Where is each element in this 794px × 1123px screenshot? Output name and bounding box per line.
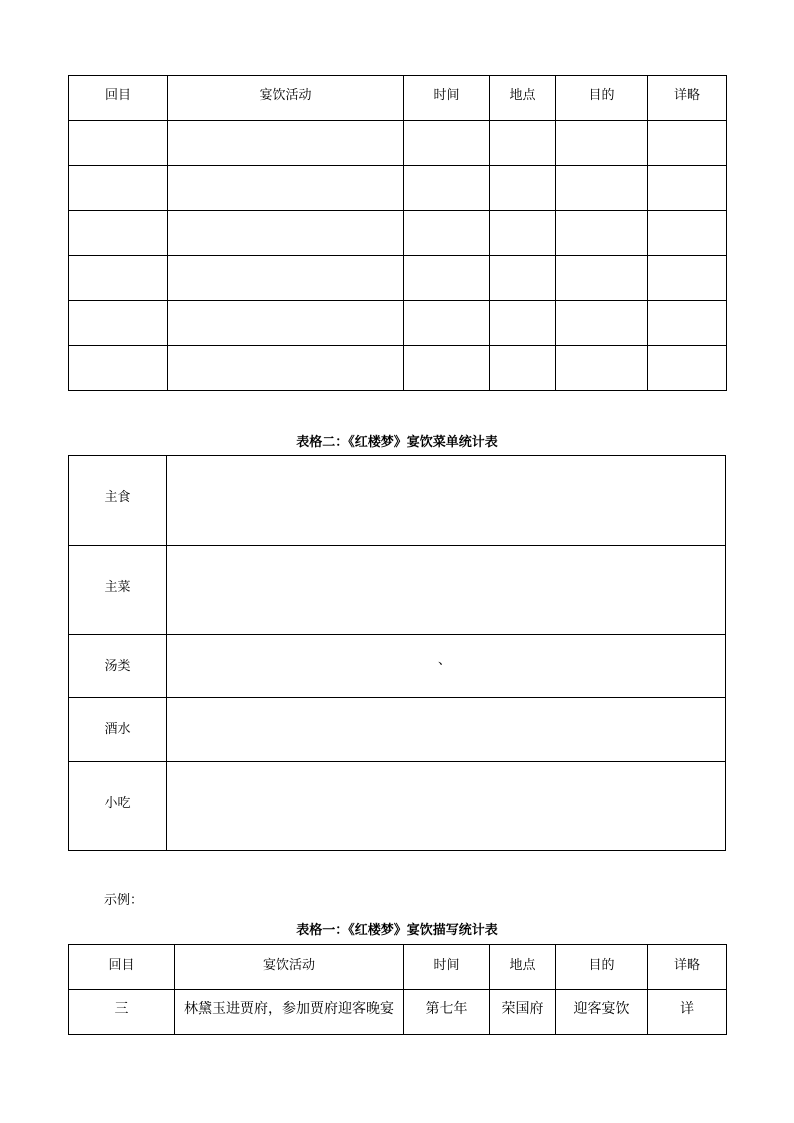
table-cell[interactable] [648,346,727,391]
header-chapter: 回目 [69,945,175,990]
menu-row-soup [69,635,726,698]
table-cell[interactable] [490,256,556,301]
table-header-row [69,945,727,990]
table-cell[interactable] [648,121,727,166]
label-snacks: 小吃 [69,762,167,851]
table-cell[interactable] [168,121,404,166]
table-cell[interactable] [404,166,490,211]
table-cell[interactable] [648,211,727,256]
table-cell[interactable] [404,256,490,301]
value-drinks[interactable] [167,698,726,762]
table-cell[interactable] [490,301,556,346]
menu-stats-table [68,455,726,851]
header-feast-activity: 宴饮活动 [168,76,404,121]
value-soup[interactable] [167,635,726,698]
table-cell[interactable] [404,346,490,391]
table-row [69,256,727,301]
header-detail: 详略 [648,76,727,121]
table-row [69,301,727,346]
table-row [69,121,727,166]
header-feast-activity: 宴饮活动 [175,945,404,990]
label-main-dish: 主菜 [69,546,167,635]
example-chapter: 三 [69,990,175,1035]
table-cell[interactable] [168,166,404,211]
header-chapter: 回目 [69,76,168,121]
example-purpose: 迎客宴饮 [556,990,648,1035]
table-cell[interactable] [648,256,727,301]
header-time: 时间 [404,76,490,121]
table-cell[interactable] [69,346,168,391]
table-cell[interactable] [168,256,404,301]
example-detail: 详 [648,990,727,1035]
example-feast-table [68,944,727,1035]
table-cell[interactable] [556,256,648,301]
example-place: 荣国府 [490,990,556,1035]
header-time: 时间 [404,945,490,990]
table-cell[interactable] [648,301,727,346]
example-row [69,990,727,1035]
table-row [69,346,727,391]
label-soup: 汤类 [69,635,167,698]
header-place: 地点 [490,945,556,990]
table-cell[interactable] [168,211,404,256]
table-cell[interactable] [69,121,168,166]
table-cell[interactable] [168,301,404,346]
header-purpose: 目的 [556,76,648,121]
label-drinks: 酒水 [69,698,167,762]
table-row [69,166,727,211]
example-label: 示例： [104,893,144,908]
table-cell[interactable] [490,211,556,256]
value-staple-food[interactable] [167,456,726,546]
example-activity: 林黛玉进贾府，参加贾府迎客晚宴 [175,990,404,1035]
header-purpose: 目的 [556,945,648,990]
table-header-row [69,76,727,121]
value-snacks[interactable] [167,762,726,851]
table-cell[interactable] [404,301,490,346]
menu-row-snacks [69,762,726,851]
table-cell[interactable] [69,166,168,211]
example-table-caption: 表格一：《红楼梦》宴饮描写统计表 [296,923,498,938]
value-main-dish[interactable] [167,546,726,635]
table-cell[interactable] [556,346,648,391]
table-cell[interactable] [404,211,490,256]
menu-table-caption: 表格二：《红楼梦》宴饮菜单统计表 [296,435,498,450]
feast-stats-table-blank [68,75,727,391]
table-cell[interactable] [69,256,168,301]
menu-row-drinks [69,698,726,762]
table-cell[interactable] [69,211,168,256]
table-cell[interactable] [490,346,556,391]
soup-mark: 、 [438,653,452,668]
menu-row-staple [69,456,726,546]
table-cell[interactable] [556,121,648,166]
table-cell[interactable] [168,346,404,391]
table-cell[interactable] [556,166,648,211]
table-row [69,211,727,256]
header-place: 地点 [490,76,556,121]
table-cell[interactable] [490,166,556,211]
header-detail: 详略 [648,945,727,990]
table-cell[interactable] [648,166,727,211]
table-cell[interactable] [556,211,648,256]
example-time: 第七年 [404,990,490,1035]
label-staple-food: 主食 [69,456,167,546]
table-cell[interactable] [69,301,168,346]
table-cell[interactable] [490,121,556,166]
table-cell[interactable] [404,121,490,166]
table-cell[interactable] [556,301,648,346]
menu-row-main-dish [69,546,726,635]
